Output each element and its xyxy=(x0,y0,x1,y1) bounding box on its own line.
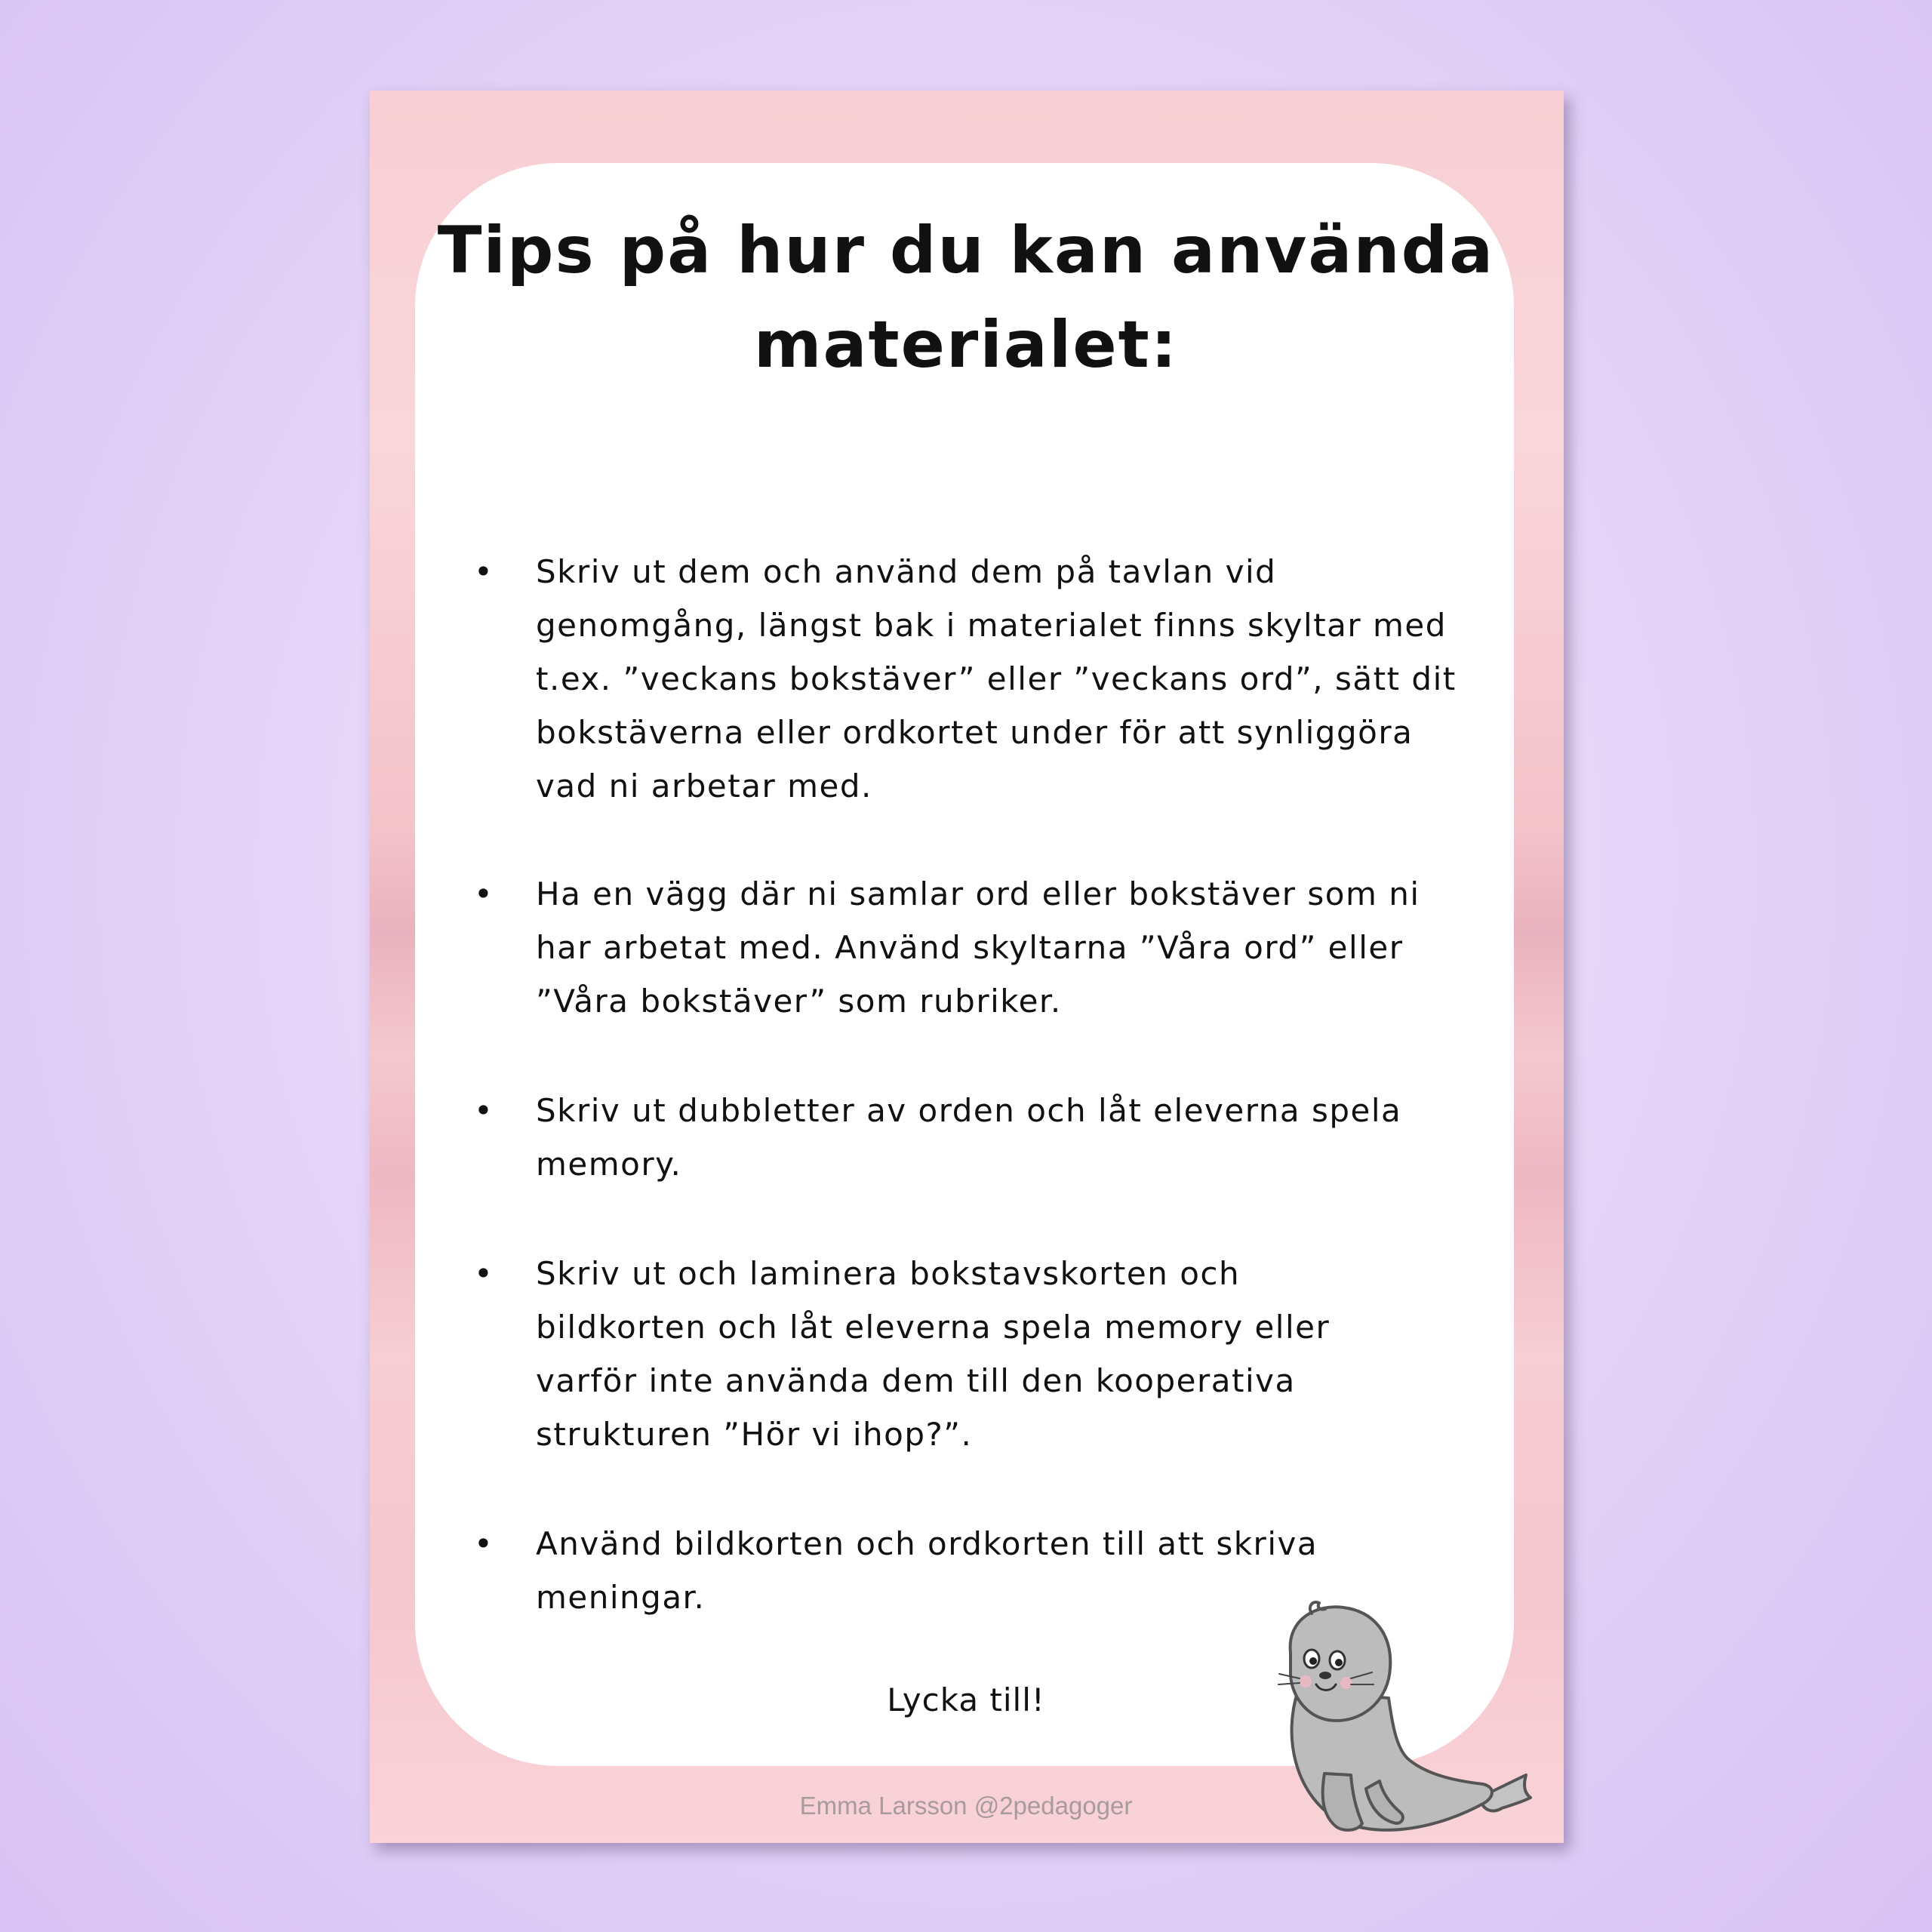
bullet-icon: • xyxy=(474,553,494,590)
bullet-icon: • xyxy=(474,1525,494,1562)
title-line-1: Tips på hur du kan använda xyxy=(437,213,1495,288)
list-item xyxy=(474,545,1457,813)
tip-text: Skriv ut dubbletter av orden och låt eleverna spela memory. xyxy=(536,1092,1402,1183)
seal-icon xyxy=(1253,1600,1540,1849)
tip-text: Ha en vägg där ni samlar ord eller bokstäver som ni har arbetat med. Använd skyltarna ”Våra ord” eller ”Våra bokstäver” som rubriker. xyxy=(536,875,1420,1020)
bullet-icon: • xyxy=(474,875,494,912)
title-line-2: materialet: xyxy=(753,307,1179,383)
tip-text: Skriv ut och laminera bokstavskorten och bildkorten och låt eleverna spela memory eller varför inte använda dem till den kooperativa strukturen ”Hör vi ihop?”. xyxy=(536,1255,1331,1453)
tip-text: Skriv ut dem och använd dem på tavlan vid genomgång, längst bak i materialet finns skyltar med t.ex. ”veckans bokstäver” eller ”veckans ord”, sätt dit bokstäverna eller ordkortet under för att synliggöra vad ni arbetar med. xyxy=(536,553,1457,804)
list-item xyxy=(474,1084,1411,1191)
tip-text: Använd bildkorten och ordkorten till att skriva meningar. xyxy=(536,1525,1318,1616)
list-item xyxy=(474,1517,1366,1624)
closing-text: Lycka till! xyxy=(887,1681,1045,1718)
list-item xyxy=(474,867,1457,1028)
page-title xyxy=(0,204,1932,392)
bullet-icon: • xyxy=(474,1092,494,1129)
bullet-icon: • xyxy=(474,1255,494,1292)
credit-text: Emma Larsson @2pedagoger xyxy=(799,1792,1133,1820)
list-item xyxy=(474,1247,1419,1461)
